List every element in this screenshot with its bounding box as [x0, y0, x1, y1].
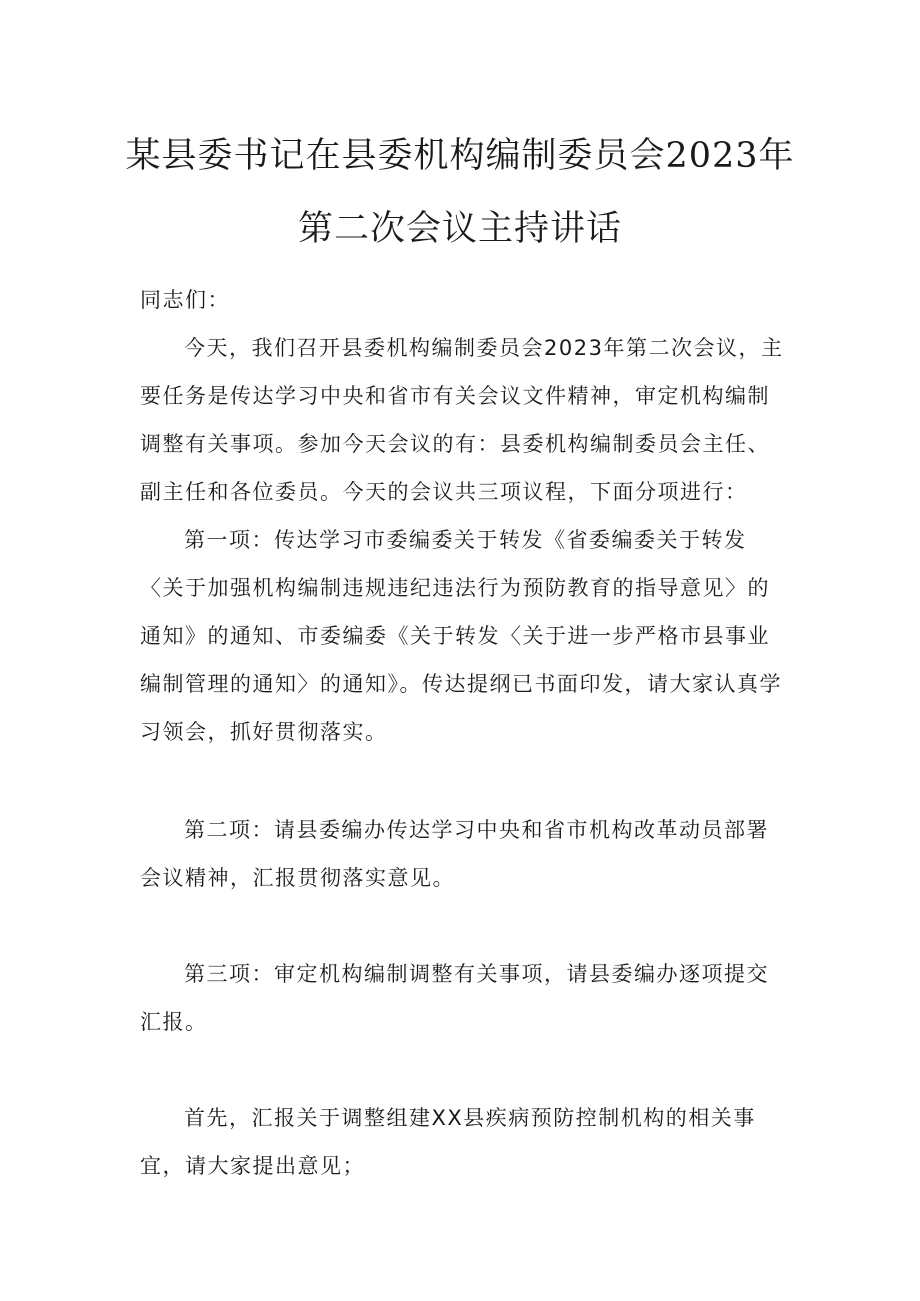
paragraph-first-matter: 首先，汇报关于调整组建XX县疾病预防控制机构的相关事宜，请大家提出意见；: [140, 1106, 756, 1178]
paragraph-item-3: 第三项：审定机构编制调整有关事项，请县委编办逐项提交汇报。: [140, 962, 769, 1034]
document-title-line-2: 第二次会议主持讲话: [297, 209, 622, 249]
paragraph-item-2: 第二项：请县委编办传达学习中央和省市机构改革动员部署会议精神，汇报贯彻落实意见。: [140, 818, 769, 890]
document-title-line-1: 某县委书记在县委机构编制委员会2023年: [125, 136, 795, 176]
salutation: 同志们：: [140, 288, 230, 312]
paragraph-intro: 今天，我们召开县委机构编制委员会2023年第二次会议，主要任务是传达学习中央和省市有关会议文件精神，审定机构编制调整有关事项。参加今天会议的有：县委机构编制委员会主任、副主任和各位委员。今天的会议共三项议程，下面分项进行：: [140, 336, 784, 504]
paragraph-item-1: 第一项：传达学习市委编委关于转发《省委编委关于转发〈关于加强机构编制违规违纪违法行为预防教育的指导意见〉的通知》的通知、市委编委《关于转发〈关于进一步严格市县事业编制管理的通知〉的通知》。传达提纲已书面印发，请大家认真学习领会，抓好贯彻落实。: [140, 528, 782, 744]
